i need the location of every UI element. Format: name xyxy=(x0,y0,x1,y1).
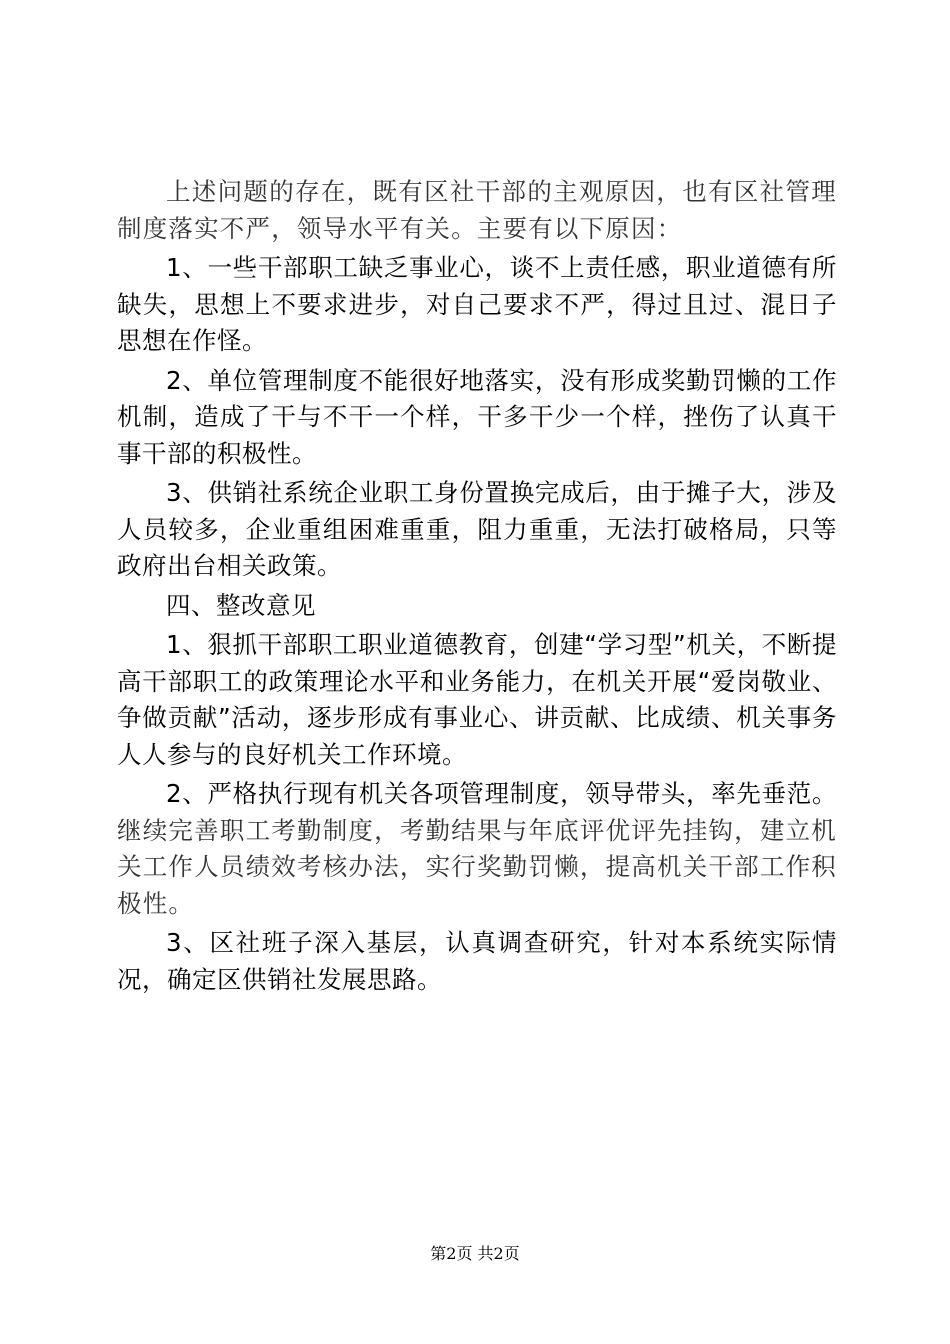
paragraph-causes-intro: 上述问题的存在，既有区社干部的主观原因，也有区社管理制度落实不严，领导水平有关。主要有以下原因： xyxy=(117,177,837,243)
section-heading-rectification: 四、整改意见 xyxy=(166,590,316,620)
paragraph-measure-2 xyxy=(117,776,837,922)
paragraph-cause-1: 1、一些干部职工缺乏事业心，谈不上责任感，职业道德有所缺失，思想上不要求进步，对自己要求不严，得过且过、混日子思想在作怪。 xyxy=(117,253,837,355)
paragraph-measure-1: 1、狠抓干部职工职业道德教育，创建“学习型”机关，不断提高干部职工的政策理论水平和业务能力，在机关开展“爱岗敬业、争做贡献”活动，逐步形成有事业心、讲贡献、比成绩、机关事务人人参与的良好机关工作环境。 xyxy=(117,630,837,769)
paragraph-measure-2-lead: 2、严格执行现有机关各项管理制度，领导带头，率先垂范。 xyxy=(166,779,837,808)
paragraph-measure-3: 3、区社班子深入基层，认真调查研究，针对本系统实际情况，确定区供销社发展思路。 xyxy=(117,928,837,994)
paragraph-cause-2: 2、单位管理制度不能很好地落实，没有形成奖勤罚懒的工作机制，造成了干与不干一个样，干多干少一个样，挫伤了认真干事干部的积极性。 xyxy=(117,365,837,468)
paragraph-measure-2-continuation: 继续完善职工考勤制度，考勤结果与年底评优评先挂钩，建立机关工作人员绩效考核办法，实行奖勤罚懒，提高机关干部工作积极性。 xyxy=(117,815,837,918)
document-body xyxy=(117,174,837,1001)
paragraph-cause-3: 3、供销社系统企业职工身份置换完成后，由于摊子大，涉及人员较多，企业重组困难重重，阻力重重，无法打破格局，只等政府出台相关政策。 xyxy=(117,478,837,580)
page-footer: 第2页 共2页 xyxy=(430,1244,520,1263)
